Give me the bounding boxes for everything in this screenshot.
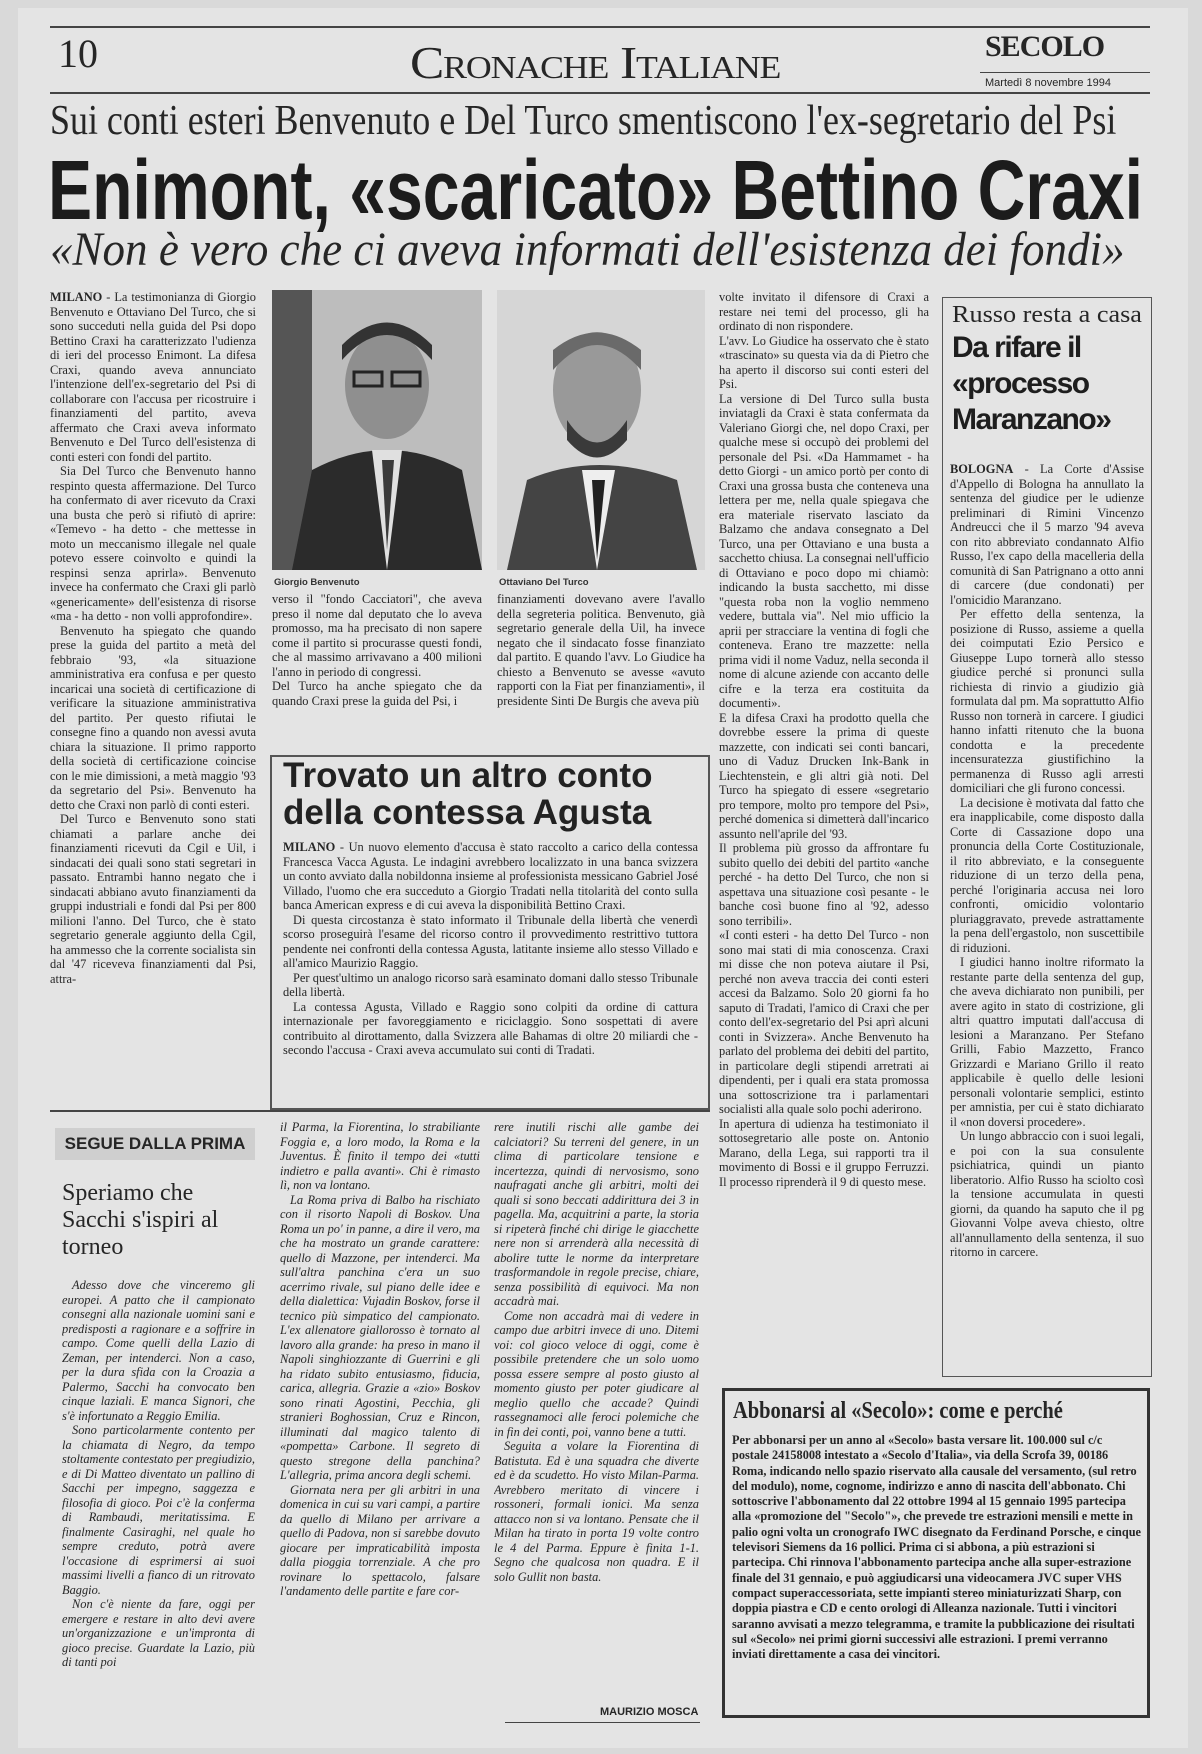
top-rule [50,26,1150,28]
paragraph: verso il "fondo Cacciatori", che aveva preso il nome dal deputato che lo aveva promosso, ma ha precisato di non sapere come il partito si procurasse questi fondi, che al massimo arrivavano a 400 milioni l'anno in periodo di congressi. [272,592,482,679]
paragraph-text: - La testimonianza di Giorgio Benvenuto e Ottaviano Del Turco, che si sono succeduti nella guida del Psi dopo Bettino Craxi ha caratterizzato l'udienza di ieri del processo Enimont. La difesa Craxi, quando aveva annunciato l'intenzione dell'ex-segretario del Psi di collaborare con l'accusa per ricostruire i finanziamenti del partito, aveva affermato che Craxi aveva informato Benvenuto e Del Turco dell'esistenza di conti esteri con fondi del partito. [50,290,256,464]
section-divider [50,1110,710,1112]
paragraph: il Parma, la Fiorentina, lo strabiliante Foggia e, a loro modo, la Roma e la Juventus. È finito il tempo dei «tutti indietro e palla avanti». Chi è rimasto lì, non va lontano. [280,1120,480,1192]
sport-headline: Speriamo che Sacchi s'ispiri al torneo [62,1180,219,1260]
headline-text: Abbonarsi al «Secolo»: come e perché [733,1398,1063,1424]
byline-rule [505,1722,700,1723]
photo-giorgio-benvenuto [272,290,482,570]
dateline: BOLOGNA [950,462,1014,476]
portrait-image [272,290,482,570]
dateline: MILANO [50,290,103,304]
agusta-headline: Trovato un altro conto della contessa Agusta [283,756,653,832]
paragraph: Del Turco e Benvenuto sono stati chiamati a parlare anche dei finanziamenti ricevuti da Cgil e Uil, i sindacati dei quali sono stati segretari in passato. Entrambi hanno negato che i sindacati abbiano avuto finanziamenti da gruppi industriali e fondi dal Psi per 800 milioni l'anno. Del Turco, che è stato segretario generale aggiunto della Cgil, ha ammesso che la corrente socialista sin dal '47 riceveva finanziamenti dal Psi, attra- [50,812,256,986]
issue-date: Martedì 8 novembre 1994 [985,77,1111,89]
paragraph: Seguita a volare la Fiorentina di Batistuta. Ed è una squadra che diverte ed è da scudetto. Ho visto Milan-Parma. Avrebbero meritato di vincere i rossoneri, formali ionici. Ma senza attacco non si va lontano. Pensate che il Milan ha tirato in porta 19 volte contro le 4 del Parma. Eppure è finita 1-1. Segno che qualcosa non quadra. E il solo Gullit non basta. [494,1439,699,1584]
paragraph [283,840,698,913]
paragraph: Adesso dove che vinceremo gli europei. A patto che il campionato consegni alla nazionale uomini sani e predisposti a ragionare e a soffrire in campo. Come quelli della Lazio di Zeman, per intenderci. Non a caso, per la dura sfida con la Croazia a Palermo, Sacchi ha convocato ben cinque laziali. E manca Signori, che s'è infortunato a Reggio Emilia. [62,1278,255,1423]
logo-rule [980,72,1150,73]
subscription-headline [733,1398,1120,1425]
headline-text: «Non è vero che ci aveva informati dell'esistenza dei fondi» [50,223,1125,276]
subscription-body [732,1433,1142,1713]
paragraph: Benvenuto ha spiegato che quando prese la guida del partito a metà del febbraio '93, «la situazione amministrativa era confusa e per questo incaricai una società di certificazione di verificare la situazione amministrativa del partito. Per questo rifiutai le consegne fino a quando non avessi avuta chiara la situazione. Il primo rapporto della società di certificazione coincise con le mie dimissioni, a metà maggio '93 da segretario del Psi». Benvenuto ha detto che Craxi non parlò di conti esteri. [50,623,256,812]
main-article-column-3 [497,592,705,742]
paragraph: Il problema più grosso da affrontare fu subito quello dei debiti del partito «anche perché - ha detto Del Turco, che non si aspettava una situazione così pesante - le banche così buone fino al '92, adesso sono terribili». [719,841,929,928]
agusta-article-body [283,840,698,1102]
paragraph: La Roma priva di Balbo ha rischiato con il risorto Napoli di Boskov. Una Roma un po' in panne, a dire il vero, ma che ha mostrato un grande carattere: quello di Mazzone, per intenderci. Ma sull'altra panchina c'era un suo acerrimo rivale, sul piano delle idee e della dialettica: Vujadin Boskov, forse il tecnico più simpatico del campionato. L'ex allenatore giallorosso è tornato al lavoro alla grande: ha preso in mano il Napoli singhiozzante di Guerrini e gli ha ridato subito entusiasmo, fiducia, carica, allegria. Grazie a «zio» Boskov sono rinati Agostini, Pecchia, gli stranieri Boghossian, Cruz e Rincon, illuminati dal magico talento di «pompetta» Carbone. Il segreto di questo stregone della panchina? L'allegria, prima ancora degli schemi. [280,1192,480,1482]
paragraph: L'avv. Lo Giudice ha osservato che è stato «trascinato» su questa via da di Pietro che ha aperto il discorso sui conti esteri del Psi. [719,333,929,391]
russo-article-body [950,462,1144,1367]
section-title [410,36,781,89]
paragraph: Non c'è niente da fare, oggi per emergere e restare in alto devi avere un'organizzazione e un'impronta di gioco precise. Guardate la Lazio, più di tanti poi [62,1597,255,1669]
russo-headline: Da rifare il «processo Maranzano» [952,331,1111,436]
paragraph: Del Turco ha anche spiegato che da quando Craxi prese la guida del Psi, i [272,679,482,708]
headline-text: Enimont, «scaricato» Bettino Craxi [48,143,1144,237]
paragraph [950,462,1144,607]
paragraph: Sia Del Turco che Benvenuto hanno respinto questa affermazione. Del Turco ha confermato di aver ricevuto da Craxi una busta che però si rifiutò di aprire: «Temevo - ha detto - che mettesse in moto un meccanismo illegale nel quale potevo essere coinvolto e quindi la respinsi senza aprirla». Benvenuto invece ha confermato che Craxi gli parlò «genericamente» dell'esistenza di risorse «ma - ha detto - non volli approfondire». [50,464,256,623]
sport-column-1 [62,1278,255,1718]
section-label: SEGUE DALLA PRIMA [55,1128,255,1160]
paragraph: Giornata nera per gli arbitri in una domenica in cui su vari campi, a partire da quello di Milano per arrivare a quello di Padova, non si sarebbe dovuto giocare per impraticabilità imposta dalla pioggia torrenziale. A che pro rovinare lo spettacolo, falsare l'andamento delle partite e fare cor- [280,1482,480,1598]
headline-text: Sui conti esteri Benvenuto e Del Turco smentiscono l'ex-segretario del Psi [50,98,1117,144]
sport-column-3 [494,1120,699,1702]
paragraph: Di questa circostanza è stato informato il Tribunale della libertà che venerdì scorso proseguirà l'esame del ricorso contro il provvedimento restrittivo tuttora pendente nei confronti della contessa Agusta, latitante insieme allo stesso Villado e all'amico Maurizio Raggio. [283,912,698,970]
paragraph: finanziamenti dovevano avere l'avallo della segreteria politica. Benvenuto, già segretario generale della Uil, ha invece negato che il sindacato fosse finanziato dal partito. E quando l'avv. Lo Giudice ha chiesto a Benvenuto se avesse «avuto rapporti con la Fiat per finanziamenti», il presidente Sinti De Burgis che aveva più [497,592,705,708]
header-rule [50,92,1150,94]
paragraph: Per effetto della sentenza, la posizione di Russo, assieme a quella dei coimputati Ezio Persico e Giuseppe Lupo tornerà allo stesso giudice perché si pronunci sulla richiesta di rinvio a giudizio già formulata dal pm. Ma soprattutto Alfio Russo non tornerà in carcere. I giudici hanno infatti ritenuto che la buona condotta e la precedente incensuratezza giustifichino la permanenza di Russo agli arresti domiciliari che gli furono concessi. [950,607,1144,795]
page-number: 10 [58,31,98,76]
main-article-column-4 [719,290,929,1372]
paragraph: Per quest'ultimo un analogo ricorso sarà esaminato domani dallo stesso Tribunale della libertà. [283,970,698,999]
russo-kicker [952,302,1142,329]
article-kicker [50,97,1120,145]
paragraph: La contessa Agusta, Villado e Raggio sono colpiti da ordine di cattura internazionale per favoreggiamento e riciclaggio. Sono sospettati di avere contribuito al dirottamento, dalla Svizzera alle Bahamas di oltre 20 miliardi che - secondo l'accusa - Craxi aveva accumulato sui conti di Tradati. [283,999,698,1057]
paragraph: E la difesa Craxi ha prodotto quella che dovrebbe essere la prima di queste mazzette, con indicati sei conti bancari, uno di Vaduz Drucken Ink-Bank in Liechtenstein, e gli altri già noti. Del Turco ha spiegato di essere «segretario pro tempore, molto pro tempore del Psi», perché domenica si dimetterà dall'incarico assunto nell'aprile del '93. [719,710,929,841]
headline-text: Cronache Italiane [410,37,781,88]
paragraph: Un lungo abbraccio con i suoi legali, e poi con la sua consulente psichiatrica, quindi un pianto liberatorio. Alfio Russo ha sciolto così la tensione accumulata in questi giorni, da quando ha saputo che il pg Giovanni Volpe aveva chiesto, oltre all'annullamento della sentenza, il suo ritorno in carcere. [950,1129,1144,1259]
sport-column-2 [280,1120,480,1718]
paragraph [50,290,256,464]
photo-caption: Giorgio Benvenuto [274,577,360,588]
paragraph: La decisione è motivata dal fatto che era inapplicabile, come disposto dalla Corte di Cassazione dopo una pronuncia della Corte Costituzionale, il rito abbreviato, e la conseguente riduzione di un terzo della pena, perché l'originaria accusa nei loro confronti, omicidio volontario pluriaggravato, prevede astrattamente la pena dell'ergastolo, non suscettibile di riduzioni. [950,795,1144,955]
dateline: MILANO [283,840,336,854]
paragraph: La versione di Del Turco sulla busta inviatagli da Craxi è stata confermata da Valeriano Giorgi che, nel dopo Craxi, per qualche mese si occupò dei problemi del personale del Psi. «Da Hammamet - ha detto Giorgi - un amico portò per conto di Craxi una grossa busta che conteneva una lettera per me, nella quale spiegava che era materiale riservato lasciato da Balzamo che andava consegnato a Del Turco, una per Ottaviano e una busta a sacchetto chiusa. La consegnai nell'ufficio di Ottaviano e poco dopo mi chiamò: indicando la busta sacchetto, mi disse "questa roba non la voglio nemmeno vedere, buttala via". Nel mio ufficio la aprii per stracciare la ventina di fogli che conteneva. Erano tre mazzette: nella prima vidi il nome Vaduz, nella seconda il nome di alcune aziende con accanto delle cifre e la terza era costituita da documenti». [719,391,929,710]
byline: MAURIZIO MOSCA [600,1706,699,1718]
paragraph: rere inutili rischi alle gambe dei calciatori? Su terreni del genere, in un clima di particolare tensione e incertezza, quindi di nervosismo, sono naufragati anche gli arbitri, molti dei quali si sono beccati addirittura dei 3 in pagella. Ma, acquitrini a parte, la storia si ripeterà finché chi dirige le giacchette nere non si arrenderà alla necessità di abolire tutte le norme da interpretare trasformandole in regole precise, chiare, senza possibilità di equivoci. Ma non accadrà mai. [494,1120,699,1308]
article-deck [50,222,1130,277]
main-article-column-2 [272,592,482,742]
main-article-column-1 [50,290,256,1108]
paragraph: I giudici hanno inoltre riformato la restante parte della sentenza del gup, che aveva dichiarato non punibili, per avere agito in stato di costrizione, gli altri quattro imputati dall'accusa di lesioni a Maranzano. Per Stefano Grilli, Fabio Mazzetto, Franco Grizzardi e Mariano Grillo il reato applicabile è quello delle lesioni personali volontarie semplici, estinto per amnistia, per cui è stato dichiarato il «non doversi procedere». [950,955,1144,1129]
paragraph: In apertura di udienza ha testimoniato il sottosegretario alle poste on. Antonio Marano, della Lega, sui rapporti tra il movimento di Bossi e il gruppo Ferruzzi. Il processo riprenderà il 9 di questo mese. [719,1116,929,1189]
paragraph: Per abbonarsi per un anno al «Secolo» basta versare lit. 100.000 sul c/c postale 24158008 intestato a «Secolo d'Italia», via della Scrofa 39, 00186 Roma, indicando nello spazio riservato alla causale del versamento, (sul retro del modulo), nome, cognome, indirizzo e anno di nascita dell'abbonato. Chi sottoscrive l'abbonamento dal 22 ottobre 1994 al 15 gennaio 1995 partecipa alla «promozione del "Secolo"», che prevede tre estrazioni mensili e mette in palio ogni volta un cronografo IWC disegnato da Ferdinand Porsche, e cinque televisori Siemens da 16 pollici. Prima ci si abbona, a più estrazioni si partecipa. Chi rinnova l'abbonamento partecipa anche alla super-estrazione finale del 31 gennaio, e può aggiudicarsi una videocamera JVC super VHS compact superaccessoriata, sette impianti stereo miniaturizzati Sharp, con doppia piastra e CD e cento orologi di Alleanza nazionale. Tutti i vincitori saranno avvisati a mezzo telegramma, e tramite la pubblicazione dei risultati sul «Secolo» nei primi giorni successivi alle estrazioni. I premi verranno inviati direttamente a casa dei vincitori. [732,1433,1142,1662]
paragraph: «I conti esteri - ha detto Del Turco - non sono mai stati di mia conoscenza. Craxi mi disse che non poteva aiutare il Psi, perché non aveva traccia dei conti esteri accesi da Balzamo. Solo 20 giorni fa ho saputo di Tradati, l'amico di Craxi che per conto dell'ex-segretario del Psi aprì alcuni conti in Svizzera». Anche Benvenuto ha parlato del problema dei debiti del partito, in particolare degli stipendi arretrati ai dipendenti, per i quali era stata promossa una sottoscrizione tra i parlamentari socialisti alla quale solo pochi aderirono. [719,928,929,1116]
photo-ottaviano-del-turco [497,290,705,570]
newspaper-logo: SECOLO [985,30,1105,63]
paragraph: Sono particolarmente contento per la chiamata di Negro, da tempo stoltamente contestato per pregiudizio, e di Di Matteo diventato un pallino di Sacchi per impegno, saggezza e filosofia di gioco. Poi c'è la conferma di Rambaudi, meritatissima. E finalmente Casiraghi, nel quale ho sempre creduto, potrà avere l'occasione di esprimersi ai suoi massimi livelli a fianco di un ritrovato Baggio. [62,1423,255,1597]
paragraph: volte invitato il difensore di Craxi a restare nei temi del processo, gli ha ordinato di non rispondere. [719,290,929,333]
portrait-image [497,290,705,570]
paragraph-text: - La Corte d'Assise d'Appello di Bologna ha annullato la sentenza del giudice per le udienze preliminari di Rimini Vincenzo Andreucci che il 5 marzo '94 aveva con rito abbreviato condannato Alfio Russo, l'ex capo della macelleria della comunità di San Patrignano a otto anni di carcere (due condonati) per l'omicidio Maranzano. [950,462,1144,607]
headline-text: Russo resta a casa [952,302,1142,328]
paragraph-text: - Un nuovo elemento d'accusa è stato raccolto a carico della contessa Francesca Vacca Agusta. Le indagini avrebbero localizzato in una banca svizzera un conto avviato dalla nobildonna insieme al professionista messicano Gabriel José Villado, l'uomo che era succeduto a Giorgio Tradati nella titolarità del conto sulla banca American express e di cui aveva la disponibilità Bettino Craxi. [283,840,698,912]
photo-caption: Ottaviano Del Turco [499,577,589,588]
paragraph: Come non accadrà mai di vedere in campo due arbitri invece di uno. Ditemi voi: col gioco veloce di oggi, come è possibile pretendere che un solo uomo possa essere sempre al posto giusto al momento giusto per poter giudicare al meglio quello che accade? Quindi rassegnamoci alle feroci polemiche che in fin dei conti, poi, vanno bene a tutti. [494,1308,699,1439]
